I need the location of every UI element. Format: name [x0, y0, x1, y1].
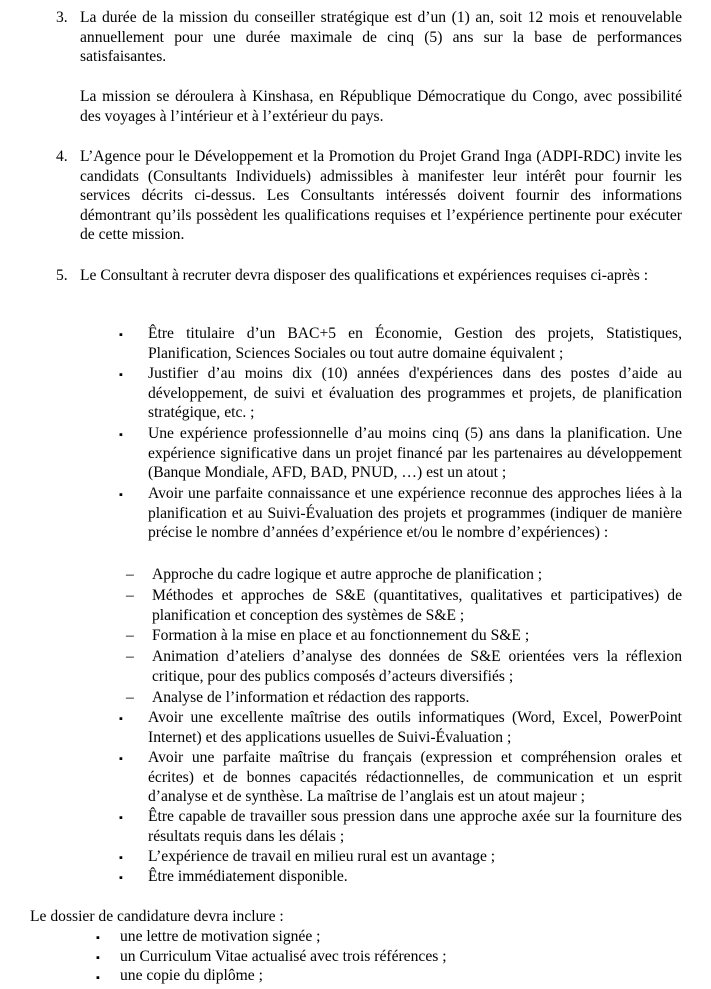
section-number: 4. — [56, 148, 68, 165]
approach-item: Formation à la mise en place et au fonctionnement du S&E ; — [152, 627, 530, 644]
section-number: 3. — [56, 9, 68, 26]
qualification-item: Être immédiatement disponible. — [148, 868, 348, 885]
bullet-marker: ▪ — [119, 872, 123, 884]
dash-marker: – — [126, 627, 134, 644]
dossier-item: un Curriculum Vitae actualisé avec trois références ; — [120, 948, 447, 965]
bullet-marker: ▪ — [119, 852, 123, 864]
section-3-paragraph-2: La mission se déroulera à Kinshasa, en République Démocratique du Congo, avec possibilité des voyages à l’intérieur et à l’extérieur du pays. — [80, 88, 682, 125]
approach-item: Analyse de l’information et rédaction des rapports. — [152, 689, 470, 706]
bullet-marker: ▪ — [96, 932, 100, 944]
qualification-item: Avoir une parfaite maîtrise du français (expression et compréhension orales et écrites) et de bonnes capacités rédactionnelles, de communication et un esprit d’analyse et de synthèse. La maîtrise de l’anglais est un atout majeur ; — [148, 749, 682, 806]
approach-item: Animation d’ateliers d’analyse des données de S&E orientées vers la réflexion critique, pour des publics composés d’acteurs diversifiés ; — [152, 648, 682, 685]
dossier-item: une lettre de motivation signée ; — [120, 928, 321, 945]
approach-item: Méthodes et approches de S&E (quantitatives, qualitatives et participatives) de planification et conception des systèmes de S&E ; — [152, 587, 682, 624]
dossier-item: une copie du diplôme ; — [120, 967, 263, 984]
bullet-marker: ▪ — [119, 369, 123, 381]
bullet-marker: ▪ — [96, 952, 100, 964]
approach-item: Approche du cadre logique et autre approche de planification ; — [152, 566, 543, 583]
qualification-item: L’expérience de travail en milieu rural est un avantage ; — [148, 848, 496, 865]
dash-marker: – — [126, 648, 134, 665]
qualification-item: Avoir une parfaite connaissance et une expérience reconnue des approches liées à la planification et au Suivi-Évaluation des projets et programmes (indiquer de manière précise le nombre d’années d’expérience et/ou le nombre d’expériences) : — [148, 485, 682, 542]
bullet-marker: ▪ — [119, 489, 123, 501]
section-number: 5. — [56, 267, 68, 284]
bullet-marker: ▪ — [119, 753, 123, 765]
bullet-marker: ▪ — [119, 812, 123, 824]
section-5-paragraph: Le Consultant à recruter devra disposer des qualifications et expériences requises ci-après : — [80, 267, 649, 284]
dossier-intro: Le dossier de candidature devra inclure : — [30, 908, 284, 925]
qualification-item: Justifier d’au moins dix (10) années d'expériences dans des postes d’aide au développement, de suivi et évaluation des programmes et projets, de planification stratégique, etc. ; — [148, 365, 682, 422]
section-4-paragraph: L’Agence pour le Développement et la Promotion du Projet Grand Inga (ADPI-RDC) invite les candidats (Consultants Individuels) admissibles à manifester leur intérêt pour fournir les services décrits ci-dessus. Les Consultants intéressés doivent fournir des informations démontrant qu’ils possèdent les qualifications requises et l’expérience pertinente pour exécuter de cette mission. — [80, 148, 682, 244]
bullet-marker: ▪ — [96, 972, 100, 984]
qualification-item: Avoir une excellente maîtrise des outils informatiques (Word, Excel, PowerPoint Internet) et des applications usuelles de Suivi-Évaluation ; — [148, 709, 682, 746]
dash-marker: – — [126, 689, 134, 706]
bullet-marker: ▪ — [119, 713, 123, 725]
dash-marker: – — [126, 587, 134, 604]
bullet-marker: ▪ — [119, 429, 123, 441]
qualification-item: Une expérience professionnelle d’au moins cinq (5) ans dans la planification. Une expérience significative dans un projet financé par les partenaires au développement (Banque Mondiale, AFD, BAD, PNUD, …) est un atout ; — [148, 425, 682, 482]
qualification-item: Être capable de travailler sous pression dans une approche axée sur la fourniture des résultats requis dans les délais ; — [148, 808, 682, 845]
dash-marker: – — [126, 566, 134, 583]
bullet-marker: ▪ — [119, 329, 123, 341]
section-3-paragraph-1: La durée de la mission du conseiller stratégique est d’un (1) an, soit 12 mois et renouvelable annuellement pour une durée maximale de cinq (5) ans sur la base de performances satisfaisantes. — [80, 9, 682, 66]
qualification-item: Être titulaire d’un BAC+5 en Économie, Gestion des projets, Statistiques, Planification, Sciences Sociales ou tout autre domaine équivalent ; — [148, 325, 682, 362]
